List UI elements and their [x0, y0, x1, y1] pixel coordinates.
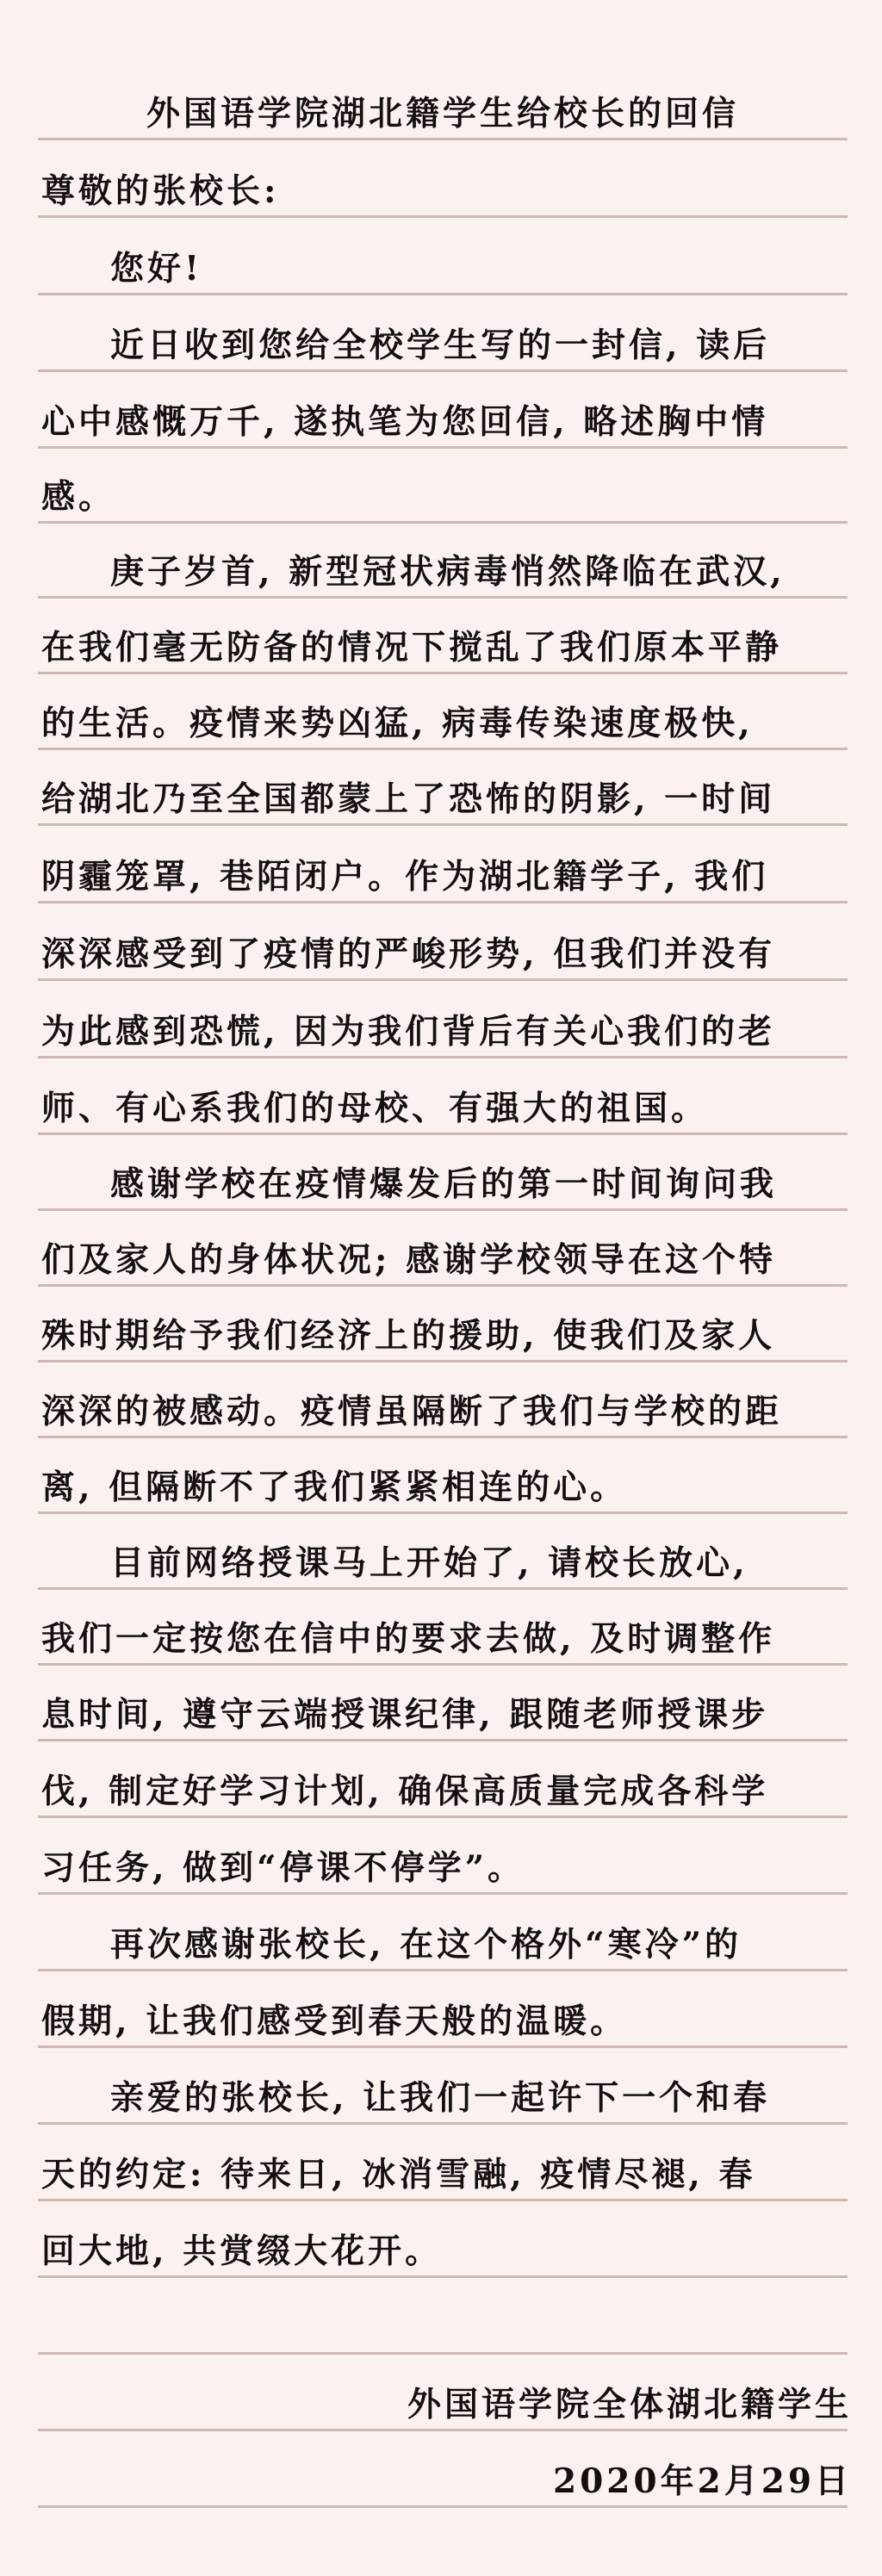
ruled-line	[38, 138, 848, 140]
body-line: 再次感谢张校长, 在这个格外“寒冷”的	[110, 1926, 742, 1964]
body-line: 感。	[41, 478, 116, 516]
body-line: 感谢学校在疫情爆发后的第一时间询问我	[110, 1165, 778, 1203]
body-line: 近日收到您给全校学生写的一封信, 读后	[110, 326, 771, 364]
body-line: 深深感受到了疫情的严峻形势, 但我们并没有	[41, 935, 776, 973]
greeting: 您好!	[110, 250, 203, 288]
ruled-line	[38, 596, 848, 599]
ruled-line	[38, 748, 848, 750]
ruled-line	[38, 1208, 848, 1211]
ruled-line	[38, 1511, 848, 1514]
letter-date: 2020年2月29日	[553, 2462, 852, 2500]
ruled-line	[38, 1587, 848, 1590]
ruled-line	[38, 446, 848, 449]
body-line: 息时间, 遵守云端授课纪律, 跟随老师授课步	[41, 1696, 769, 1734]
ruled-line	[38, 215, 848, 218]
body-line: 师、有心系我们的母校、有强大的祖国。	[41, 1089, 709, 1127]
ruled-line	[38, 823, 848, 826]
ruled-line	[38, 1436, 848, 1438]
body-line: 殊时期给予我们经济上的援助, 使我们及家人	[41, 1317, 776, 1355]
ruled-line	[38, 1663, 848, 1666]
body-line: 亲爱的张校长, 让我们一起许下一个和春	[110, 2079, 771, 2117]
ruled-line	[38, 1056, 848, 1058]
body-line: 的生活。疫情来势凶猛, 病毒传染速度极快,	[41, 705, 754, 742]
body-line: 阴霾笼罩, 巷陌闭户。作为湖北籍学子, 我们	[41, 858, 769, 896]
body-line: 离, 但隔断不了我们紧紧相连的心。	[41, 1468, 628, 1506]
ruled-line	[38, 1284, 848, 1287]
body-line: 庚子岁首, 新型冠状病毒悄然降临在武汉,	[110, 553, 786, 591]
ruled-line	[38, 901, 848, 903]
body-line: 习任务, 做到“停课不停学”。	[41, 1849, 525, 1887]
ruled-line	[38, 1360, 848, 1362]
body-line: 深深的被感动。疫情虽隔断了我们与学校的距	[41, 1393, 783, 1431]
ruled-line	[38, 369, 848, 372]
body-line: 为此感到恐慌, 因为我们背后有关心我们的老	[41, 1013, 776, 1051]
ruled-line	[38, 2505, 848, 2508]
ruled-line	[38, 293, 848, 295]
body-line: 目前网络授课马上开始了, 请校长放心,	[110, 1544, 748, 1582]
ruled-line	[38, 2045, 848, 2048]
body-line: 给湖北乃至全国都蒙上了恐怖的阴影, 一时间	[41, 780, 776, 818]
ruled-line	[38, 2352, 848, 2355]
body-line: 天的约定: 待来日, 冰消雪融, 疫情尽褪, 春	[41, 2156, 756, 2194]
body-line: 在我们毫无防备的情况下搅乱了我们原本平静	[41, 629, 783, 667]
body-line: 心中感慨万千, 遂执笔为您回信, 略述胸中情	[41, 403, 769, 441]
body-line: 我们一定按您在信中的要求去做, 及时调整作	[41, 1620, 776, 1658]
body-line: 假期, 让我们感受到春天般的温暖。	[41, 2002, 628, 2040]
ruled-line	[38, 672, 848, 674]
body-line: 们及家人的身体状况; 感谢学校领导在这个特	[41, 1241, 776, 1279]
letter-title: 外国语学院湖北籍学生给校长的回信	[146, 95, 739, 133]
signature: 外国语学院全体湖北籍学生	[407, 2386, 852, 2424]
salutation: 尊敬的张校长:	[41, 172, 280, 210]
blank-line	[41, 2309, 842, 2347]
ruled-line	[38, 2122, 848, 2125]
ruled-line	[38, 1892, 848, 1895]
ruled-line	[38, 521, 848, 524]
body-line: 伐, 制定好学习计划, 确保高质量完成各科学	[41, 1772, 769, 1810]
ruled-line	[38, 2199, 848, 2201]
ruled-line	[38, 2429, 848, 2431]
ruled-line	[38, 2275, 848, 2278]
ruled-line	[38, 1816, 848, 1818]
ruled-line	[38, 1133, 848, 1135]
body-line: 回大地, 共赏缀大花开。	[41, 2232, 443, 2270]
ruled-line	[38, 978, 848, 981]
ruled-line	[38, 1969, 848, 1971]
ruled-line	[38, 1739, 848, 1741]
